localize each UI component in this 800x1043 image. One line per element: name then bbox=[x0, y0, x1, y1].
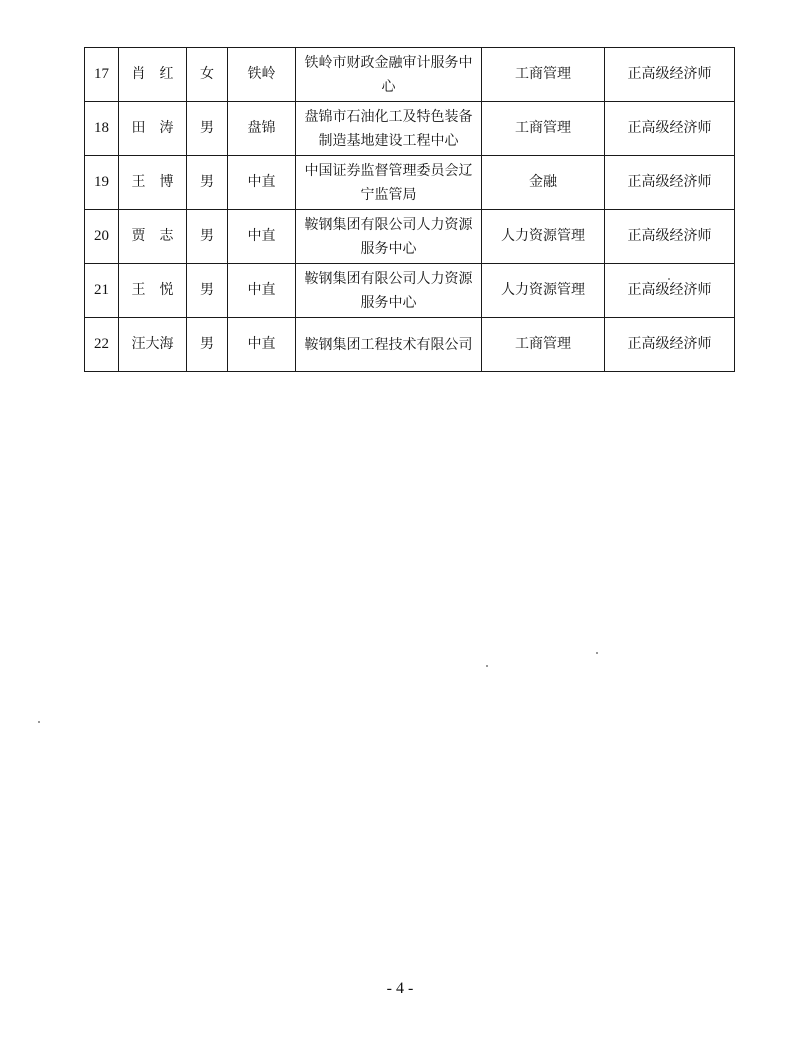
row-number: 20 bbox=[85, 210, 119, 264]
region: 中直 bbox=[228, 318, 296, 372]
table-row bbox=[85, 156, 735, 210]
scan-speck bbox=[668, 278, 670, 280]
person-name: 贾 志 bbox=[119, 210, 187, 264]
professional-title: 正高级经济师 bbox=[605, 102, 735, 156]
region: 中直 bbox=[228, 264, 296, 318]
row-number: 18 bbox=[85, 102, 119, 156]
table-row bbox=[85, 264, 735, 318]
work-unit: 中国证券监督管理委员会辽宁监管局 bbox=[296, 156, 482, 210]
major: 工商管理 bbox=[482, 318, 605, 372]
work-unit: 盘锦市石油化工及特色装备制造基地建设工程中心 bbox=[296, 102, 482, 156]
row-number: 19 bbox=[85, 156, 119, 210]
region: 铁岭 bbox=[228, 48, 296, 102]
professional-title: 正高级经济师 bbox=[605, 264, 735, 318]
professional-title: 正高级经济师 bbox=[605, 48, 735, 102]
table-row bbox=[85, 318, 735, 372]
roster-table bbox=[84, 47, 735, 372]
scan-speck bbox=[486, 665, 488, 667]
person-name: 田 涛 bbox=[119, 102, 187, 156]
professional-title: 正高级经济师 bbox=[605, 156, 735, 210]
work-unit: 鞍钢集团有限公司人力资源服务中心 bbox=[296, 210, 482, 264]
table-row bbox=[85, 102, 735, 156]
table-row bbox=[85, 210, 735, 264]
work-unit: 鞍钢集团有限公司人力资源服务中心 bbox=[296, 264, 482, 318]
gender: 女 bbox=[187, 48, 228, 102]
person-name: 王 博 bbox=[119, 156, 187, 210]
professional-title: 正高级经济师 bbox=[605, 210, 735, 264]
region: 盘锦 bbox=[228, 102, 296, 156]
scan-speck bbox=[596, 652, 598, 654]
gender: 男 bbox=[187, 102, 228, 156]
professional-title: 正高级经济师 bbox=[605, 318, 735, 372]
scan-speck bbox=[38, 721, 40, 723]
gender: 男 bbox=[187, 210, 228, 264]
work-unit: 铁岭市财政金融审计服务中心 bbox=[296, 48, 482, 102]
table-row bbox=[85, 48, 735, 102]
person-name: 王 悦 bbox=[119, 264, 187, 318]
person-name: 汪大海 bbox=[119, 318, 187, 372]
row-number: 21 bbox=[85, 264, 119, 318]
gender: 男 bbox=[187, 318, 228, 372]
region: 中直 bbox=[228, 156, 296, 210]
row-number: 17 bbox=[85, 48, 119, 102]
major: 人力资源管理 bbox=[482, 264, 605, 318]
gender: 男 bbox=[187, 264, 228, 318]
work-unit: 鞍钢集团工程技术有限公司 bbox=[296, 318, 482, 372]
major: 人力资源管理 bbox=[482, 210, 605, 264]
page-number: - 4 - bbox=[386, 980, 414, 997]
region: 中直 bbox=[228, 210, 296, 264]
major: 工商管理 bbox=[482, 102, 605, 156]
gender: 男 bbox=[187, 156, 228, 210]
major: 工商管理 bbox=[482, 48, 605, 102]
row-number: 22 bbox=[85, 318, 119, 372]
major: 金融 bbox=[482, 156, 605, 210]
person-name: 肖 红 bbox=[119, 48, 187, 102]
